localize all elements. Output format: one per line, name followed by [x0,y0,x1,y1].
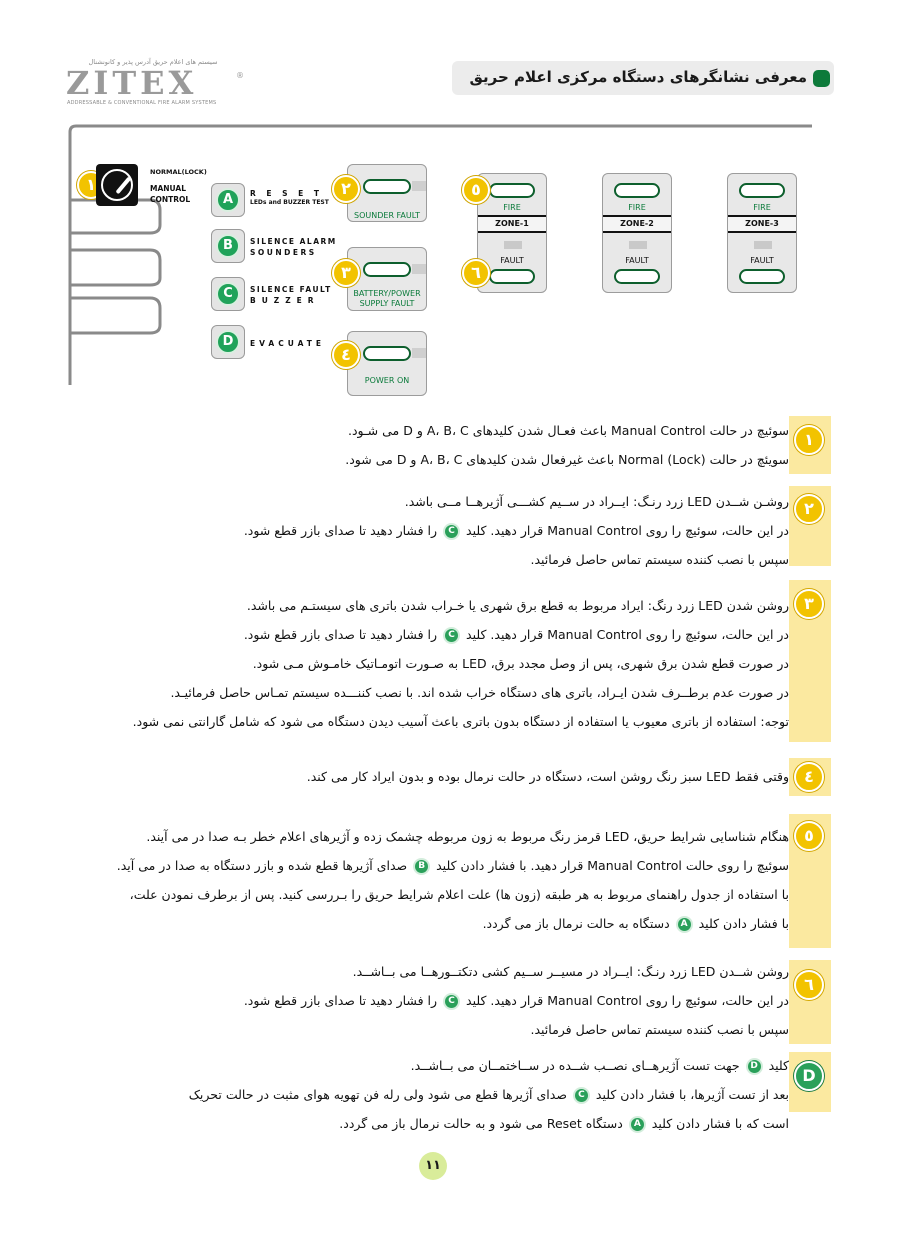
battery-fault-indicator: BATTERY/POWER SUPPLY FAULT [347,247,427,311]
key-d-label: EVACUATE [250,339,326,348]
key-switch-icon [96,164,138,206]
led-icon [363,262,411,277]
item-5-number: ٥ [794,821,824,851]
item-6-line: سپس با نصب کننده سیستم تماس حاصل فرمائید. [530,1022,789,1037]
item-2-line: را فشار دهید تا صدای بازر قطع شود. [243,523,438,538]
item-2-line: روشـن شــدن LED زرد رنـگ: ایــراد در ســیم کشـــی آژیرهــا مــی باشد. [404,494,789,509]
item-3-line: روشن شدن LED زرد رنگ: ایراد مربوط به قطع برق شهری یا خـراب شدن باتری های سیستـم می باشد. [246,598,789,613]
logo-registered-mark: ® [236,71,244,80]
item-6-text [244,957,789,1044]
item-3-line: در این حالت، سوئیچ را روی Manual Control قرار دهید. کلید [466,627,789,642]
item-6-line: در این حالت، سوئیچ را روی Manual Control قرار دهید. کلید [466,993,789,1008]
page-title: معرفی نشانگرهای دستگاه مرکزی اعلام حریق [469,68,807,86]
item-d-line: دستگاه Reset می شود و به حالت نرمال باز می گردد. [339,1116,623,1131]
item-5-line: با فشار دادن کلید [698,916,789,931]
key-b-icon: B [413,858,430,875]
panel-illustration [0,0,897,400]
item-d-line: بعد از تست آژیرها، با فشار دادن کلید [595,1087,789,1102]
item-2-line: در این حالت، سوئیچ را روی Manual Control قرار دهید. کلید [466,523,789,538]
page-number: ١١ [419,1152,447,1180]
item-5-line: سوئیچ را روی حالت Manual Control قرار دهید. با فشار دادن کلید [436,858,789,873]
item-d-line: است که با فشار دادن کلید [651,1116,789,1131]
led-icon [614,269,660,284]
item-d-line: جهت تست آژیرهــای نصــب شــده در ســاختمــان می بــاشــد. [410,1058,740,1073]
zone-fault-badge: ٦ [462,259,490,287]
key-c-icon: C [443,523,460,540]
item-d-line: صدای آژیرها قطع می شود ولی رله فن تهویه هوای مثبت در حالت تحریک [188,1087,567,1102]
item-1-line: سوئیچ در حالت Manual Control باعث فعـال شدن کلیدهای A، B، C و D می شـود. [348,423,789,438]
item-3-line: در صورت عدم برطــرف شدن ایـراد، باتری های دستگاه خراب شده اند. با نصب کننـــده سیستم تمـاس حاصل فرمائیـد. [170,685,789,700]
item-5-line: صدای آژیرها قطع شده و بازر دستگاه به صدا در می آید. [116,858,408,873]
item-4-line: وقتی فقط LED سبز رنگ روشن است، دستگاه در حالت نرمال بوده و بدون ایراد کار می کند. [306,769,789,784]
led-icon [489,183,535,198]
logo-word: ZITEX [66,64,198,102]
switch-badge: ١ [77,171,105,199]
key-c-button: C [211,277,245,311]
key-b-label: SILENCE ALARM [250,237,337,246]
key-c-sublabel: BUZZER [250,296,320,305]
power-on-indicator: POWER ON [347,331,427,396]
key-a-button: A [211,183,245,217]
switch-label-manual: MANUAL [150,184,186,193]
indicator-4-badge: ٤ [332,341,360,369]
key-c-icon: C [443,627,460,644]
indicator-2-badge: ٢ [332,175,360,203]
item-3-number: ٣ [794,589,824,619]
item-6-line: روشن شــدن LED زرد رنـگ: ایــراد در مسیــر ســیم کشی دتکتــورهــا می بــاشــد. [352,964,789,979]
key-b-sublabel: SOUNDERS [250,248,317,257]
item-6-line: را فشار دهید تا صدای بازر قطع شود. [243,993,438,1008]
key-a-icon: A [629,1116,646,1133]
key-a-icon: A [676,916,693,933]
logo-subtitle: ADDRESSABLE & CONVENTIONAL FIRE ALARM SYSTEMS [67,100,217,106]
item-4-number: ٤ [794,762,824,792]
indicator-3-badge: ٣ [332,259,360,287]
zone-2-indicator: FIRE ZONE-2 FAULT [602,173,672,293]
switch-label-normal: NORMAL(LOCK) [150,168,207,176]
item-2-line: سپس با نصب کننده سیستم تماس حاصل فرمائید. [530,552,789,567]
key-d-button: D [211,325,245,359]
key-a-label: R E S E T [250,189,323,198]
zone-1-indicator: FIRE ZONE-1 FAULT [477,173,547,293]
key-c-icon: C [573,1087,590,1104]
item-5-text [117,822,789,938]
item-5-line: دستگاه به حالت نرمال باز می گردد. [482,916,670,931]
item-6-number: ٦ [794,970,824,1000]
item-1-text [345,416,789,474]
zone-3-indicator: FIRE ZONE-3 FAULT [727,173,797,293]
key-a-sublabel: LEDs and BUZZER TEST [250,199,329,206]
item-3-line: را فشار دهید تا صدای بازر قطع شود. [243,627,438,642]
item-5-line: با استفاده از جدول راهنمای مربوط به هر طبقه (زون ها) علت اعلام شرایط حریق را بـررسی کنید. پس از برطرف نمودن علت، [129,887,789,902]
switch-label-control: CONTROL [150,195,191,204]
key-b-button: B [211,229,245,263]
item-1-number: ١ [794,425,824,455]
item-1-line: سویئچ در حالت (Normal (Lock باعث غیرفعال شدن کلیدهای A، B، C و D می شود. [345,452,789,467]
item-d-text [189,1051,789,1138]
item-3-line: توجه: استفاده از باتری معیوب یا استفاده از دستگاه بدون باتری باعث آسیب دیدن دستگاه می شود که شامل گارانتی نمی شود. [132,714,789,729]
led-icon [489,269,535,284]
item-5-line: هنگام شناسایی شرایط حریق، LED قرمز رنگ مربوط به زون مربوطه چشمک زده و آژیرهای اعلام خطر بـه صدا در می آیند. [146,829,789,844]
led-icon [614,183,660,198]
item-d-badge: D [794,1061,824,1091]
item-2-text [244,487,789,574]
led-icon [739,183,785,198]
logo-tagline: سیستم های اعلام حریق آدرس پذیر و کانونشنال [88,58,218,66]
item-d-line: کلید [768,1058,789,1073]
item-3-text [133,591,789,736]
key-d-icon: D [746,1058,763,1075]
led-icon [363,346,411,361]
zone-fire-badge: ٥ [462,176,490,204]
item-3-line: در صورت قطع شدن برق شهری، پس از وصل مجدد برق، LED به صـورت اتومـاتیک خامـوش مـی شود. [252,656,789,671]
key-c-icon: C [443,993,460,1010]
item-4-text [307,762,789,791]
sounder-fault-indicator: SOUNDER FAULT [347,164,427,222]
led-icon [363,179,411,194]
led-icon [739,269,785,284]
item-2-number: ٢ [794,494,824,524]
key-c-label: SILENCE FAULT [250,285,332,294]
